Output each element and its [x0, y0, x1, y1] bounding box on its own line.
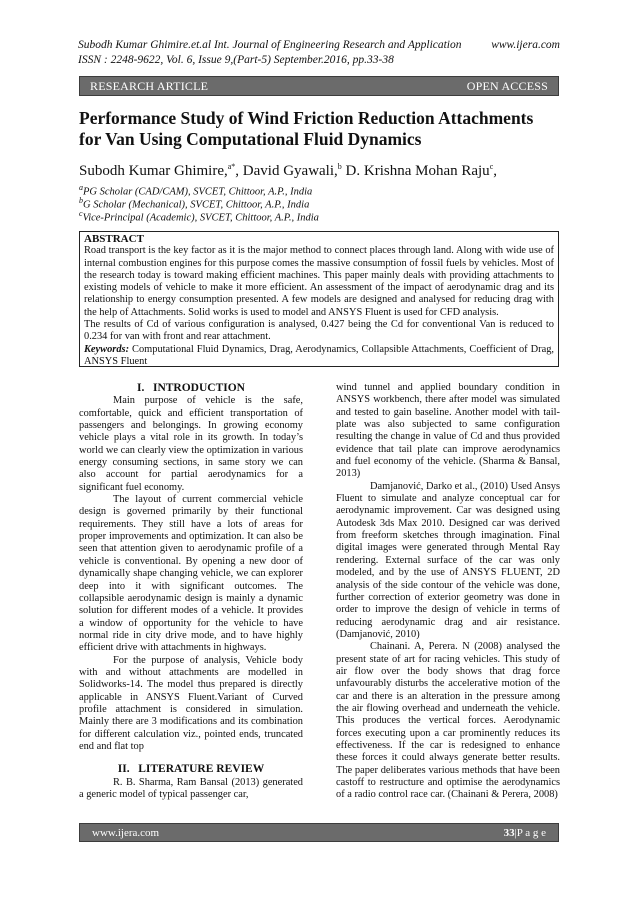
page-number-value: 33 [503, 826, 515, 839]
affiliation-mark: b [79, 196, 83, 205]
literature-paragraph: wind tunnel and applied boundary condition in ANSYS workbench, there after model was simulated and tested to gain baseline. Another model with tail-plate was also subjected to same configuration resulting the change in value of Cd and thus provided evidence that tail plate can improve aerodynamics and fuel economy of the vehicle. (Sharma & Bansal, 2013) [336, 382, 560, 480]
section-heading-introduction: I. INTRODUCTION [137, 382, 245, 394]
literature-paragraph: R. B. Sharma, Ram Bansal (2013) generated a generic model of typical passenger car, [79, 776, 303, 800]
journal-website: www.ijera.com [491, 39, 560, 51]
article-type-bar [79, 76, 559, 96]
author-name: , David Gyawali, [235, 163, 338, 179]
abstract-box [79, 231, 559, 367]
issn-line: ISSN : 2248-9622, Vol. 6, Issue 9,(Part-5) September.2016, pp.33-38 [78, 54, 394, 66]
affiliation-text: Vice-Principal (Academic), SVCET, Chittoor, A.P., India [82, 212, 319, 224]
affiliation-mark: c [79, 209, 83, 218]
intro-paragraph: For the purpose of analysis, Vehicle body with and without attachments are modelled in Solidworks-14. The model thus prepared is directly applicable in ANSYS Fluent.Variant of Curved profile attachment is considered in simulation. Mainly there are 3 modifications and its combination for different calculation viz., pointed ends, truncated end and flat top [79, 654, 303, 752]
author-mark: c [489, 162, 494, 171]
right-column [336, 382, 560, 802]
abstract-paragraph: Road transport is the key factor as it is the major method to connect places through land. Along with wide use of internal combustion engines for this purpose comes the massive consumption of fossil fuels by vehicles. Most of the research today is toward making efficient machines. This paper mainly deals with providing attachments to existing models of vehicle to make it more efficient. An assessment of the impact of aerodynamic drag and its relationship to energy consumption presented. A few models are designed and analysed for reducing drag with the help of Attachments. Solid works is used to model and ANSYS Fluent is used for CFD analysis. [84, 245, 554, 318]
research-article-label: RESEARCH ARTICLE [90, 78, 209, 93]
footer-bar [79, 823, 559, 842]
keywords-text: Computational Fluid Dynamics, Drag, Aerodynamics, Collapsible Attachments, Coefficient of Drag, ANSYS Fluent [84, 343, 554, 367]
section-heading-literature-review: II. LITERATURE REVIEW [117, 763, 265, 776]
keywords-label: Keywords: [84, 343, 130, 355]
footer-website: www.ijera.com [92, 826, 160, 839]
page-number [504, 827, 546, 839]
author-mark: b [337, 162, 342, 171]
left-column [79, 382, 303, 801]
author-name: Subodh Kumar Ghimire, [79, 163, 228, 179]
affiliation-c [79, 207, 559, 225]
open-access-label: OPEN ACCESS [466, 78, 548, 93]
running-header [78, 38, 560, 53]
affiliation-text: G Scholar (Mechanical), SVCET, Chittoor, A.P., India [83, 199, 310, 211]
journal-citation: Subodh Kumar Ghimire.et.al Int. Journal of Engineering Research and Application [78, 39, 462, 51]
literature-paragraph: Chainani. A, Perera. N (2008) analysed the present state of art for racing vehicles. This study of air flow over the body shows that drag force unfavourably disturbs the accelerative motion of the car and there is an alteration in the pressure among the air flowing overhead and underneath the vehicle. This produces the vertical forces. Aerodynamic forces executing upon a car prominently reduces its effectiveness. If the car is redesigned to enhance these forces it could always generate better results. The paper deliberates various methods that have been castoff to restructure and optimise the aerodynamics of a radio control race car. (Chainani & Perera, 2008) [336, 641, 560, 801]
intro-paragraph: The layout of current commercial vehicle design is governed primarily by their functional requirements. They still have a lots of areas for proper improvements and optimization. It can also be seen that attention given to aerodynamic profile of a vehicle is conventional. By opening a new door of dynamically shape changing vehicle, we can explorer deep into it with significant outcomes. The collapsible aerodynamic design is mainly a dynamic solution for different modes of a vehicle. It provides a window of opportunity for the vehicle to have normal ride in city drive mode, and to have highly efficient drive with attachments in highways. [79, 494, 303, 654]
author-mark: a* [227, 162, 236, 171]
author-name: D. Krishna Mohan Raju [341, 163, 490, 179]
keywords-line [84, 344, 554, 369]
literature-paragraph: Damjanović, Darko et al., (2010) Used Ansys Fluent to simulate and analyze conceptual car for aerodynamic improvement. Car was designed using Autodesk 3ds Max 2010. Designed car was derived from freeform sketches through imagination. Final digital images were generated through Mental Ray rendering. External surface of the car was only modeled, and by the use of ANSYS FLUENT, 2D analysis of the side contour of the vehicle was done, further correction of exterior geometry was done in order to improve the design of vehicle in terms of reducing aerodynamic drag and air resistance. (Damjanović, 2010) [336, 480, 560, 640]
abstract-heading: ABSTRACT [84, 233, 144, 245]
author-list [79, 158, 559, 180]
author-sep: , [493, 163, 497, 179]
affiliation-mark: a [79, 183, 83, 192]
affiliation-text: PG Scholar (CAD/CAM), SVCET, Chittoor, A.P., India [83, 186, 313, 198]
page-label: |P a g e [514, 826, 546, 839]
abstract-results: The results of Cd of various configuration is analysed, 0.427 being the Cd for conventional Van is reduced to 0.234 for van with front and rear attachment. [84, 319, 554, 343]
intro-paragraph: Main purpose of vehicle is the safe, comfortable, quick and efficient transportation of passengers and belongings. In growing economy vehicle plays a vital role in its growth. In today’s world we can clearly view the optimization in various energy consuming sections, in same story we can also account for partial aerodynamics for a significant fuel economy. [79, 395, 303, 493]
paper-title: Performance Study of Wind Friction Reduction Attachments for Van Using Computational Fluid Dynamics [79, 108, 534, 149]
